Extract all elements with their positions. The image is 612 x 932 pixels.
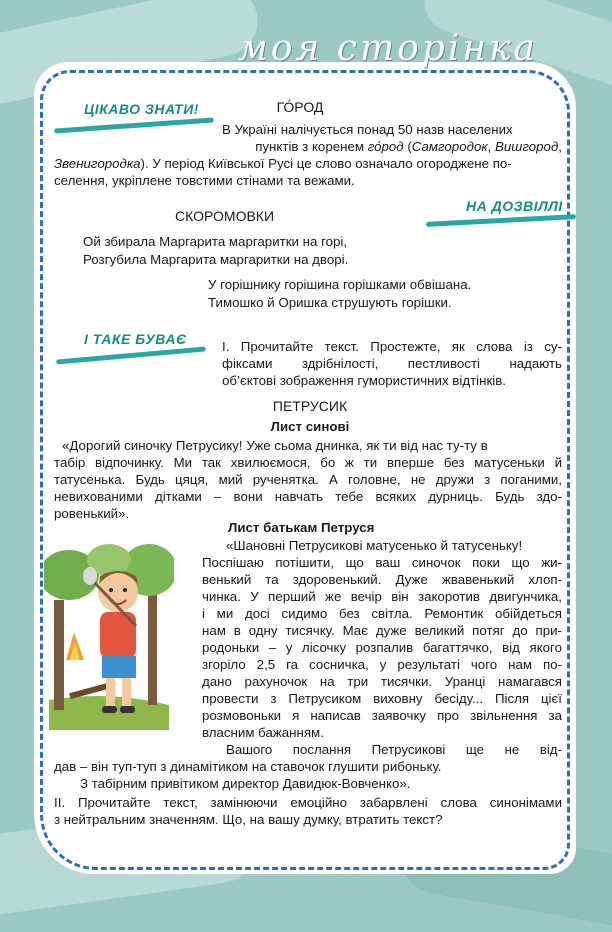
story-p3-line-2: дав – він туп-туп з динамітиком на ставочок глушити рибоньку. [54,759,442,774]
tongue-title: СКОРОМОВКИ [175,208,275,224]
story-p2-line-11: розмовоньки я написав заявочку про звільнення за [202,708,562,723]
tongue-line-1: Ой збирала Маргарита маргаритки на горі, [83,234,348,249]
story-subtitle-2: Лист батькам Петруся [228,520,375,535]
story-p2-line-1: «Шановні Петрусикові матусенько й татусеньку! [226,538,523,553]
story-p3-line-1: Вашого послання Петрусикові ще не від- [226,742,562,757]
story-p1-line-5: ровенький». [54,506,130,521]
gorod-italic: Звенигородка [54,156,141,171]
label-happens [84,331,187,347]
task2-line-2: з нейтральним значенням. Що, на вашу думку, втратить текст? [54,812,443,827]
gorod-italic: Вишгород [495,139,559,154]
gorod-title: ГО́РОД [276,99,324,115]
tongue-line-3: У горішнику горішина горішками обвішана. [208,277,472,292]
story-p2-line-4: чинка. У перший же вечір він закоротив двигунчика, [202,589,562,604]
story-p2-line-2: Поспішаю потішити, що ваш синочок поки що жи- [202,555,562,570]
boy-illustration [44,540,174,730]
label-interesting [84,101,199,117]
tongue-line-2: Розгубила Маргарита маргаритки на дворі. [83,252,349,267]
gorod-line-2 [222,138,562,155]
label-leisure [466,198,563,214]
gorod-line-1: В Україні налічується понад 50 назв населених [222,122,513,137]
story-p2-line-6: нам в одну тисячку. Має дуже великий потяг до при- [202,623,562,638]
label-interesting-text: ЦІКАВО ЗНАТИ! [84,101,199,117]
story-p2-line-7: родоньки – у лісочку розпалив багаттячко, від якого [202,640,562,655]
story-p2-line-10: провести з Петрусиком виховну бесіду... Після цієї [202,691,562,706]
gorod-text: , [487,139,496,154]
story-p2-line-12: власним бажанням. [202,725,324,740]
story-p2-line-8: згоріло 2,5 га сосничка, у результаті чого нам по- [202,657,562,672]
gorod-text: пунктів з коренем [255,139,368,154]
gorod-italic: Самгородок [411,139,488,154]
label-leisure-text: НА ДОЗВІЛЛІ [466,198,563,214]
story-p2-line-3: венький та здоровенький. Дуже жвавенький хлоп- [202,572,562,587]
task1-line-1: І. Прочитайте текст. Простежте, як слова із су- [222,339,562,354]
story-p1-line-1: «Дорогий синочку Петрусику! Уже сьома днинка, як ти від нас ту-ту в [62,438,488,453]
story-title: ПЕТРУСИК [272,398,348,414]
story-p4: З табірним привітиком директор Давидюк-Вовченко». [80,776,411,791]
story-subtitle-1: Лист синові [270,419,350,434]
gorod-text: ). У період Київської Русі це слово означало огороджене по- [140,156,512,171]
story-p2-line-5: і ми досі сидимо без світла. Ремонтик обійдеться [202,606,562,621]
task2-line-1: ІІ. Прочитайте текст, замінюючи емоційно забарвлені слова синонімами [54,795,562,810]
gorod-italic: го́род [367,139,404,154]
page-title: моя сторінка [238,28,539,69]
tongue-line-4: Тимошко й Оришка струшують горішки. [208,295,452,310]
gorod-text: , [558,139,562,154]
gorod-line-3 [54,155,562,172]
story-p1-line-4: невихованими дітками – вони навчать тебе всяких дурниць. Будь здо- [54,489,562,504]
story-p2-line-9: дано рахуночок на три тисячки. Уранці намагався [202,674,562,689]
story-p1-line-3: татусенька. Будь цяця, мий рученятка. А головне, не дружи з поганими, [54,472,562,487]
task1-line-2: фіксами здрібнілості, пестливості надають [222,356,562,371]
story-p1-line-2: табір відпочинку. Ми так хвилюємося, бо ж ти вперше без матусеньки й [54,455,562,470]
gorod-line-4: селення, укріплене товстими стінами та вежами. [54,173,355,188]
task1-line-3: об’єктові зображення гумористичних відтінків. [222,373,506,388]
label-happens-text: І ТАКЕ БУВАЄ [84,331,187,347]
gorod-text: ( [403,139,412,154]
